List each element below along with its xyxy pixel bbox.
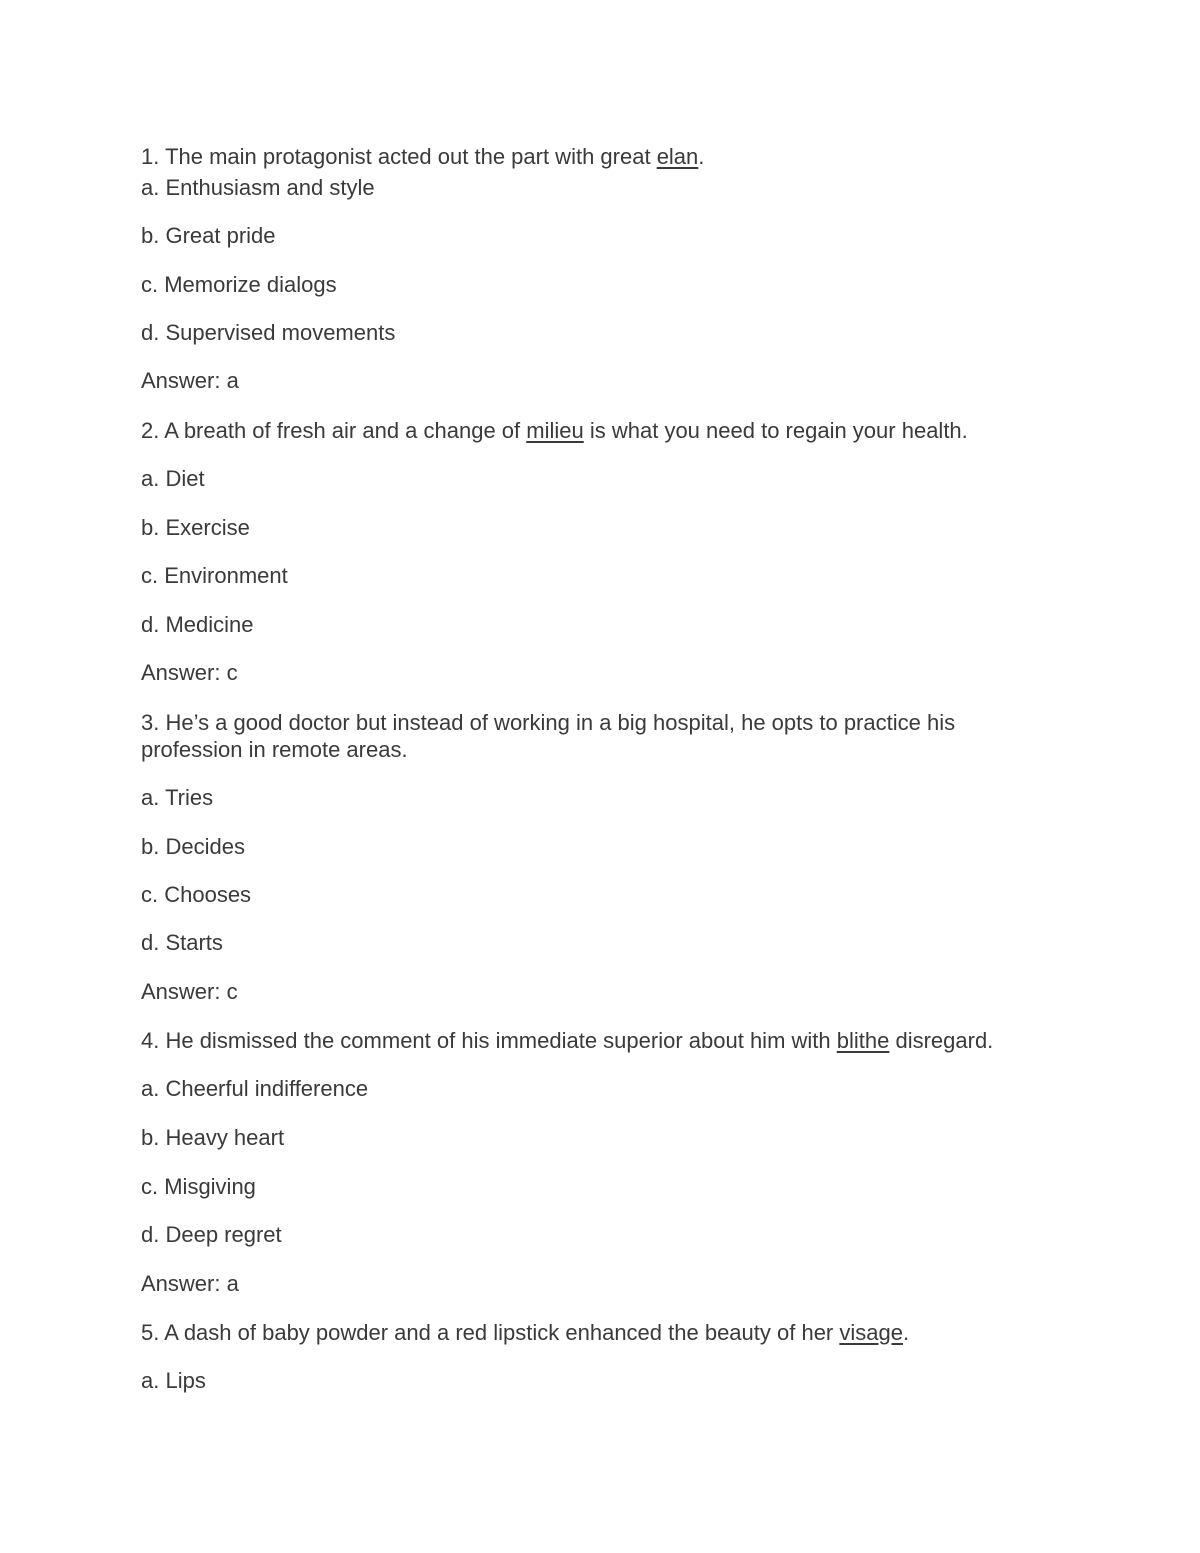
question-2-stem [141, 417, 968, 444]
question-2-option-b: b. Exercise [141, 515, 250, 540]
question-4-text: 4. He dismissed the comment of his immediate superior about him with [141, 1028, 837, 1053]
question-3-answer: Answer: c [141, 979, 238, 1004]
question-1-stem [141, 143, 704, 170]
question-4-option-b: b. Heavy heart [141, 1125, 285, 1150]
question-4-target-word: blithe [836, 1028, 890, 1053]
question-2-option-a: a. Diet [141, 466, 205, 491]
question-4-option-c: c. Misgiving [141, 1174, 256, 1199]
question-1-target-word: elan [656, 144, 699, 169]
question-2-text-end: is what you need to regain your health. [583, 418, 968, 443]
question-4-option-a: a. Cheerful indifference [141, 1076, 369, 1101]
question-3-option-a: a. Tries [141, 785, 214, 810]
question-3-option-d: d. Starts [141, 930, 223, 955]
question-2-text: 2. A breath of fresh air and a change of [141, 418, 527, 443]
question-1-text: 1. The main protagonist acted out the part with great [141, 144, 657, 169]
question-3-stem-line-1: 3. He’s a good doctor but instead of working in a big hospital, he opts to practice his [141, 710, 956, 735]
question-5-text: 5. A dash of baby powder and a red lipstick enhanced the beauty of her [141, 1320, 840, 1345]
question-1-option-c: c. Memorize dialogs [141, 272, 337, 297]
question-4-option-d: d. Deep regret [141, 1222, 282, 1247]
question-1-option-a: a. Enthusiasm and style [141, 175, 375, 200]
question-2-target-word: milieu [526, 418, 584, 443]
question-3-option-c: c. Chooses [141, 882, 252, 907]
question-5-target-word: visage [839, 1320, 903, 1345]
question-2-option-c: c. Environment [141, 563, 288, 588]
question-3-stem-line-2: profession in remote areas. [141, 737, 408, 762]
question-3-option-b: b. Decides [141, 834, 245, 859]
question-1-option-d: d. Supervised movements [141, 320, 396, 345]
question-5-text-end: . [902, 1320, 910, 1345]
question-4-stem [141, 1027, 993, 1054]
question-2-option-d: d. Medicine [141, 612, 254, 637]
question-1-option-b: b. Great pride [141, 223, 276, 248]
question-5-stem [141, 1319, 909, 1346]
question-4-text-end: disregard. [889, 1028, 994, 1053]
question-1-answer: Answer: a [141, 368, 239, 393]
question-1-text-end: . [698, 144, 705, 169]
question-5-option-a: a. Lips [141, 1368, 206, 1393]
question-2-answer: Answer: c [141, 660, 238, 685]
question-4-answer: Answer: a [141, 1271, 239, 1296]
